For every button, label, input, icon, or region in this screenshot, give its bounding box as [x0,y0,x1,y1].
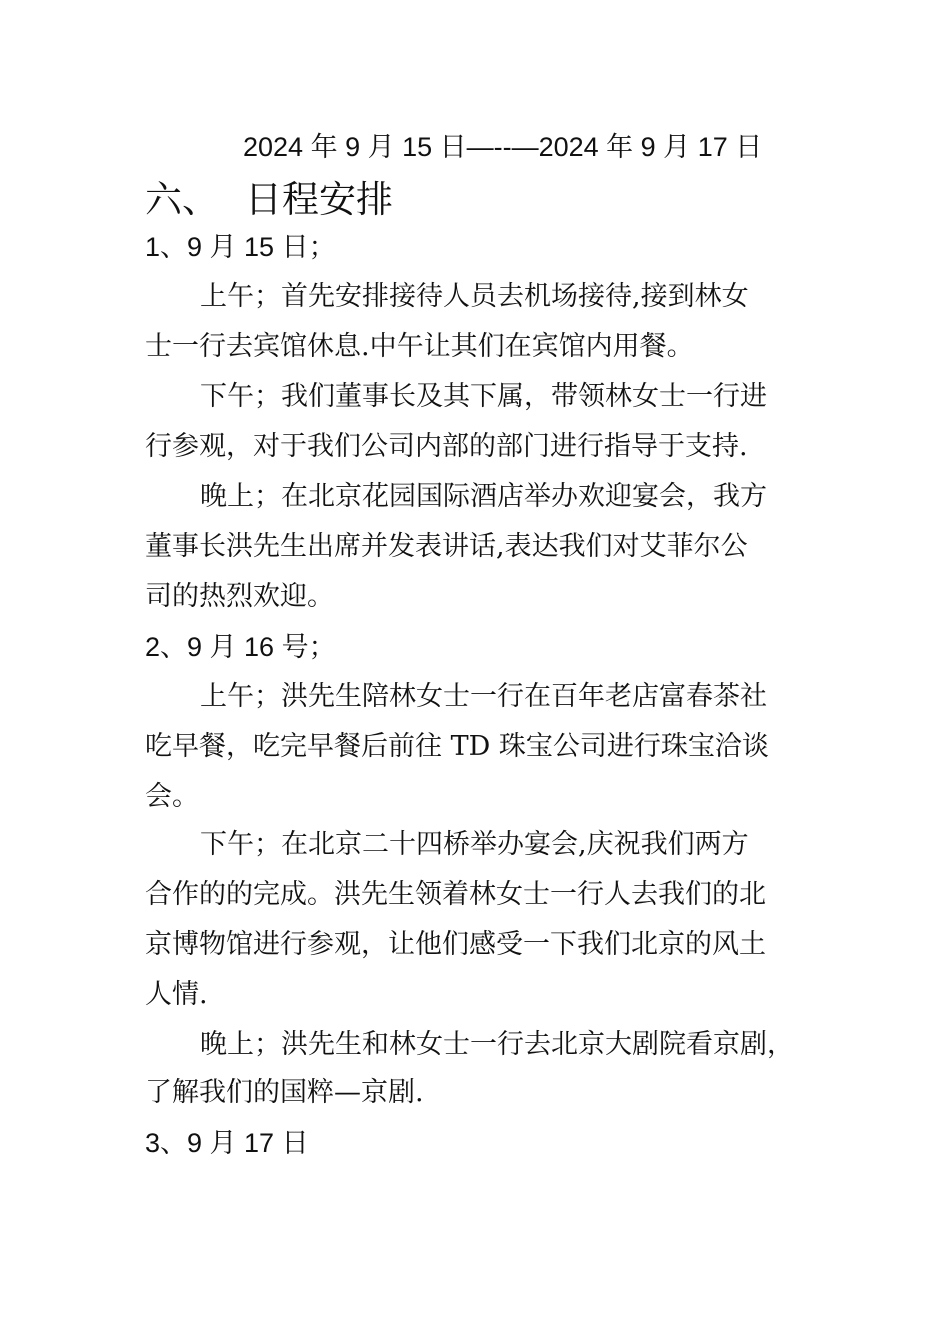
section-title: 日程安排 [245,178,393,221]
paragraph-line: 吃早餐，吃完早餐后前往 TD 珠宝公司进行珠宝洽谈 [145,731,769,762]
paragraph-line: 人情. [145,979,208,1010]
day-2-label: 2、9 月 16 号； [145,632,336,662]
paragraph-line: 下午；在北京二十四桥举办宴会,庆祝我们两方 [200,829,749,860]
date-range: 2024 年 9 月 15 日—--—2024 年 9 月 17 日 [243,132,763,162]
paragraph-line: 京博物馆进行参观，让他们感受一下我们北京的风土 [145,929,766,960]
paragraph-line: 上午；首先安排接待人员去机场接待,接到林女 [200,281,749,312]
paragraph-line: 晚上；在北京花园国际酒店举办欢迎宴会，我方 [200,481,767,512]
paragraph-line: 上午；洪先生陪林女士一行在百年老店富春茶社 [200,681,767,712]
paragraph-line: 士一行去宾馆休息.中午让其们在宾馆内用餐。 [145,331,694,362]
paragraph-line: 了解我们的国粹—京剧. [145,1077,424,1108]
paragraph-line: 行参观，对于我们公司内部的部门进行指导于支持. [145,431,748,462]
paragraph-line: 司的热烈欢迎。 [145,581,334,612]
paragraph-line: 会。 [145,781,199,812]
section-heading [145,178,393,222]
paragraph-line: 合作的的完成。洪先生领着林女士一行人去我们的北 [145,879,766,910]
paragraph-line: 下午；我们董事长及其下属，带领林女士一行进 [200,381,767,412]
day-3-label: 3、9 月 17 日 [145,1128,309,1158]
day-1-label: 1、9 月 15 日； [145,232,336,262]
paragraph-line: 董事长洪先生出席并发表讲话,表达我们对艾菲尔公 [145,531,748,562]
section-number: 六、 [145,178,219,221]
paragraph-line: 晚上；洪先生和林女士一行去北京大剧院看京剧， [200,1029,794,1060]
